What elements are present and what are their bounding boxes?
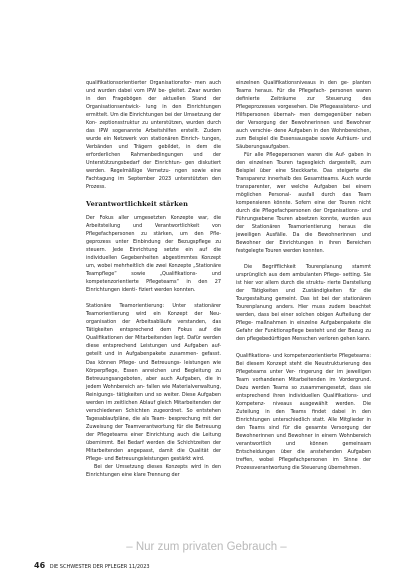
watermark: – Nur zum privaten Gebrauch – — [126, 541, 287, 553]
section-heading: Verantwortlichkeit stärken — [86, 200, 188, 209]
right-column — [236, 79, 371, 472]
left-paragraph-2: Der Fokus aller umgesetzten Konzepte war, die Arbeitsteilung und Verantwortlichkeit von Pflegefachpersonen zu stärken, um den Pfle- geprozess unter Einbindung der Bezugspflege zu steuern. Jede Einrichtung setzte ein auf die individuellen Gegebenheiten abgestimmtes Konzept um, wobei mehrheitlich die zwei Konzepte „Stationäre Teampflege“ sowie „Qualifikations- und kompetenzorientierte Pflegeteams“ in den 27 Einrichtungen identi- fiziert werden konnten. — [86, 215, 221, 294]
publication-name: DIE SCHWESTER DER PFLEGER 11/2023 — [49, 564, 150, 570]
left-paragraph-4: Bei der Umsetzung dieses Konzepts wird in den Einrichtungen eine klare Trennung der — [86, 463, 221, 478]
page-number: 46 — [34, 561, 46, 570]
right-paragraph-1: einzelnen Qualifikationsniveaus in den ge- planten Teams heraus. Für die Pflegefach- personen waren definierte Zeiträume zur Steuerung des Pflegeprozesses vorgesehen. Die Pflegeassistenz- und Hilfspersonen übernah- men demgegenüber neben der Versorgung der Bewohnerinnen und Bewohner auch verschie- dene Aufgaben in den Wohnbereichen, zum Beispiel die Essensausgabe sowie Aufräum- und Säuberungsaufgaben. — [236, 80, 371, 151]
right-paragraph-2: Für alle Pflegepersonen waren die Auf- gaben in den einzelnen Touren tagesgleich dargestellt, zum Beispiel über eine Steckkarte. Das steigerte die Transparenz innerhalb des Gesamtteams. Auch wurde transparenter, wer welche Aufgaben bei einem möglichen Personal- ausfall durch das Team kompensieren könnte. Sofern eine der Touren nicht durch die Pflegefachpersonen der Organisations- und Führungsebene Touren absetzen konnte, wurden aus der Stationären Teamorientierung heraus die jeweiligen Ausfälle. Da die Bewohnerinnen und Bewohner der Einrichtungen in ihren Bereichen festgelegte Touren werden konnten. — [236, 152, 371, 255]
page-footer — [34, 561, 150, 570]
right-paragraph-3: Die Begrifflichkeit Tourenplanung stammt ursprünglich aus dem ambulanten Pflege- setting. Sie ist hier vor allem durch die struktu- rierte Darstellung der Tätigkeiten und Zuständigkeiten für die Tourgestaltung gemeint. Das ist bei der stationären Tourenplanung anders. Hier muss zudem beachtet werden, dass bei einer solchen obigen Aufteilung der Pflege- maßnahmen in einzelne Aufgabenpakete die Gefahr der Funktionspflege besteht und der Bezug zu den pflegebedürftigen Menschen verloren gehen kann. — [236, 264, 371, 343]
left-paragraph-3: Stationäre Teamorientierung: Unter stationärer Teamorientierung wird ein Konzept der Neu- organisation der Arbeitsabläufe verstanden, das Tätigkeiten entsprechend dem Fokus auf die Qualifikationen der Mitarbeitenden legt. Dafür werden diese entsprechend Leistungen und Aufgaben auf- geteilt und in Aufgabenpakete zusammen- gefasst. Das können Pflege- und Betreuungs- leistungen wie Körperpflege, Essen anreichen und Begleitung zu Betreuungsangeboten, aber auch Aufgaben, die in jedem Wohnbereich an- fallen wie Materialverwaltung, Reinigungs- tätigkeiten und so weiter. Diese Aufgaben werden im zeitlichen Ablauf gleich Mitarbeitenden der verschiedenen Schichten zugeordnet. So entstehen Tagesablaufpläne, die als Team- besprechung mit der Zuweisung der Teamverantwortung für die Betreuung der Pflegeteams einer Einrichtung auch die Leitung übernimmt. Bei Bedarf werden die Schichtzeiten der Mitarbeitenden angepasst, damit die Qualität der Pflege- und Betreuungsleistungen gestärkt wird. — [86, 303, 221, 462]
left-column — [86, 79, 221, 479]
left-paragraph-1: qualifikationsorientierter Organisationsfor- men auch und wurden dabei vom IPW be- gleitet. Zwar wurden in den Fragebögen der aktuellen Stand der Organisationsentwick- lung in den Einrichtungen ermittelt. Um die Einrichtungen bei der Umsetzung der Kon- zeptionsstruktur zu unterstützen, wurden durch das IPW sogenannte Arbeitshilfen erstellt. Zudem wurde ein Netzwerk von stationären Einrich- tungen, Verbänden und Trägern gebildet, in dem die erforderlichen Rahmenbedingungen und der Unterstützungsbedarf der Einrichtun- gen diskutiert werden. Regelmäßige Vernetzu- ngen sowie eine Fachtagung im September 2023 unterstützten den Prozess. — [86, 80, 221, 191]
right-paragraph-4: Qualifikations- und kompetenzorientierte Pflegeteams: Bei diesem Konzept steht die Neustrukturierung des Pflegeteams unter Ver- ringerung der im jeweiligen Team vorhandenen Mitarbeitenden im Vordergrund. Dazu werden Teams so zusammengesetzt, dass sie entsprechend ihren individuellen Qualifikations- und Kompetenz- niveaus ausgewählt werden. Die Zuteilung in den Teams findet dabei in den Einrichtungen unterschiedlich statt. Alle Mitglieder in den Teams sind für die gesamte Versorgung der Bewohnerinnen und Bewohner in einem Wohnbereich verantwortlich und können gemeinsam Entscheidungen über die anstehenden Aufgaben treffen, wobei Pflegefachpersonen im Sinne der Prozessverantwortung die Steuerung übernehmen. — [236, 352, 371, 471]
